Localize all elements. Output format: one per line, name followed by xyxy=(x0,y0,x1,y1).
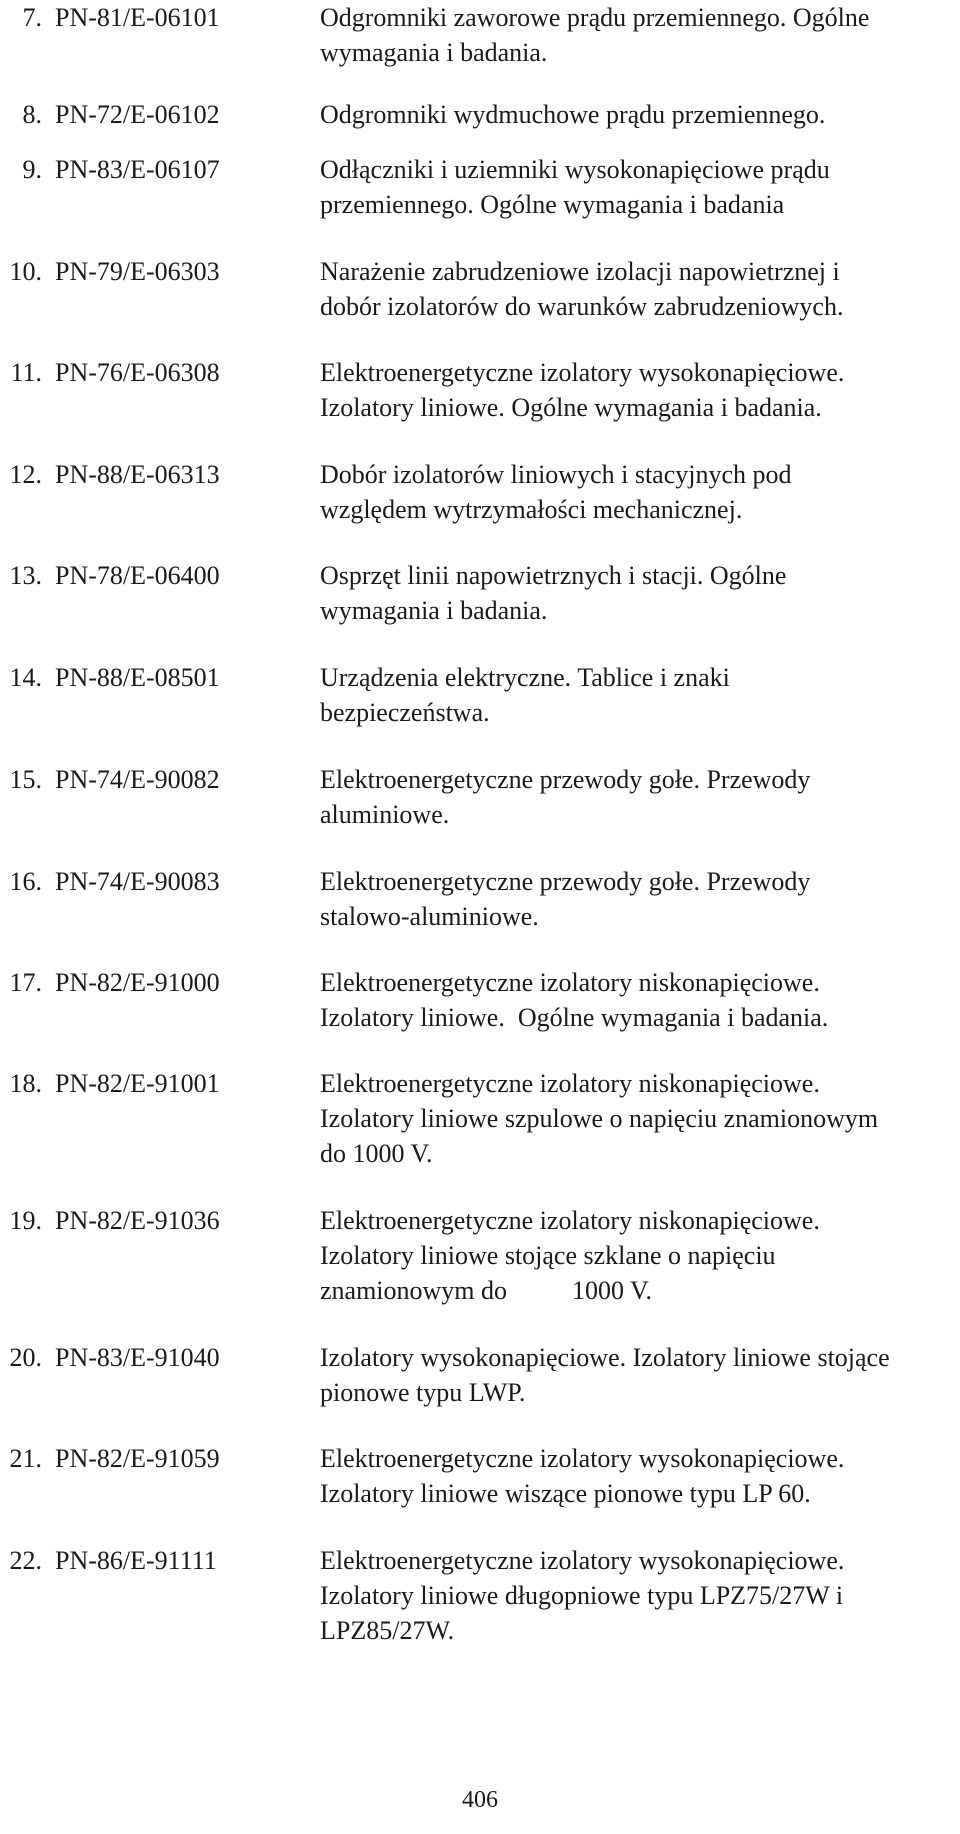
description-line: Elektroenergetyczne przewody gołe. Przewody xyxy=(320,867,811,896)
standard-code: PN-74/E-90083 xyxy=(55,867,220,896)
standard-code: PN-82/E-91000 xyxy=(55,968,220,997)
description-line: Izolatory liniowe. Ogólne wymagania i badania. xyxy=(320,393,822,422)
standard-code: PN-76/E-06308 xyxy=(55,358,220,387)
description-line: aluminiowe. xyxy=(320,800,450,829)
description-line: Narażenie zabrudzeniowe izolacji napowietrznej i xyxy=(320,257,840,286)
standard-description xyxy=(320,457,950,527)
entry-number: 16. xyxy=(9,867,42,896)
description-line: względem wytrzymałości mechanicznej. xyxy=(320,495,743,524)
entry-number: 14. xyxy=(9,663,42,692)
description-line: stalowo-aluminiowe. xyxy=(320,902,539,931)
entry-number: 20. xyxy=(9,1343,42,1372)
description-line: Osprzęt linii napowietrznych i stacji. Ogólne xyxy=(320,561,787,590)
standard-description xyxy=(320,965,950,1035)
description-line: Izolatory wysokonapięciowe. Izolatory liniowe stojące xyxy=(320,1343,890,1372)
description-line: wymagania i badania. xyxy=(320,596,548,625)
standard-code: PN-72/E-06102 xyxy=(55,100,220,129)
description-line: Elektroenergetyczne izolatory niskonapięciowe. xyxy=(320,968,820,997)
standard-description xyxy=(320,152,950,222)
page-number: 406 xyxy=(462,1787,498,1813)
standard-code: PN-74/E-90082 xyxy=(55,765,220,794)
standard-description xyxy=(320,97,950,132)
description-line: Elektroenergetyczne izolatory wysokonapięciowe. xyxy=(320,1444,845,1473)
standard-description xyxy=(320,1340,950,1410)
description-line: Odłączniki i uziemniki wysokonapięciowe prądu xyxy=(320,155,830,184)
standard-code: PN-79/E-06303 xyxy=(55,257,220,286)
standard-description xyxy=(320,0,950,70)
description-line: Izolatory liniowe długopniowe typu LPZ75/27W i xyxy=(320,1581,844,1610)
standard-code: PN-88/E-06313 xyxy=(55,460,220,489)
description-line: Izolatory liniowe wiszące pionowe typu LP 60. xyxy=(320,1479,811,1508)
standard-description xyxy=(320,1066,950,1171)
description-line: do 1000 V. xyxy=(320,1139,433,1168)
entry-number: 11. xyxy=(10,358,42,387)
entry-number: 8. xyxy=(22,100,42,129)
description-line: Elektroenergetyczne izolatory wysokonapięciowe. xyxy=(320,1546,845,1575)
standard-code: PN-83/E-06107 xyxy=(55,155,220,184)
description-line: Elektroenergetyczne izolatory wysokonapięciowe. xyxy=(320,358,845,387)
standard-description xyxy=(320,864,950,934)
standard-code: PN-81/E-06101 xyxy=(55,3,220,32)
description-line: Elektroenergetyczne przewody gołe. Przewody xyxy=(320,765,811,794)
standard-code: PN-86/E-91111 xyxy=(55,1546,217,1575)
standard-description xyxy=(320,1203,950,1308)
description-line: Elektroenergetyczne izolatory niskonapięciowe. xyxy=(320,1206,820,1235)
description-line: LPZ85/27W. xyxy=(320,1616,455,1645)
entry-number: 21. xyxy=(9,1444,42,1473)
description-line: Odgromniki wydmuchowe prądu przemiennego. xyxy=(320,100,826,129)
standard-description xyxy=(320,355,950,425)
entry-number: 19. xyxy=(9,1206,42,1235)
standard-description xyxy=(320,1543,950,1648)
description-line: przemiennego. Ogólne wymagania i badania xyxy=(320,190,785,219)
description-line: bezpieczeństwa. xyxy=(320,698,490,727)
description-line: Izolatory liniowe. Ogólne wymagania i badania. xyxy=(320,1003,829,1032)
entry-number: 13. xyxy=(9,561,42,590)
description-line: dobór izolatorów do warunków zabrudzeniowych. xyxy=(320,292,844,321)
description-line: Urządzenia elektryczne. Tablice i znaki xyxy=(320,663,730,692)
entry-number: 22. xyxy=(9,1546,42,1575)
description-line: Izolatory liniowe szpulowe o napięciu znamionowym xyxy=(320,1104,879,1133)
description-line: Izolatory liniowe stojące szklane o napięciu xyxy=(320,1241,776,1270)
standard-code: PN-78/E-06400 xyxy=(55,561,220,590)
description-line: Odgromniki zaworowe prądu przemiennego. Ogólne xyxy=(320,3,870,32)
entry-number: 7. xyxy=(22,3,42,32)
description-line: Elektroenergetyczne izolatory niskonapięciowe. xyxy=(320,1069,820,1098)
entry-number: 18. xyxy=(9,1069,42,1098)
entry-number: 12. xyxy=(9,460,42,489)
standard-code: PN-88/E-08501 xyxy=(55,663,220,692)
standard-code: PN-82/E-91036 xyxy=(55,1206,220,1235)
entry-number: 17. xyxy=(9,968,42,997)
description-line: pionowe typu LWP. xyxy=(320,1378,526,1407)
entry-number: 10. xyxy=(9,257,42,286)
entry-number: 15. xyxy=(9,765,42,794)
description-line: Dobór izolatorów liniowych i stacyjnych pod xyxy=(320,460,792,489)
standard-description xyxy=(320,558,950,628)
standard-description xyxy=(320,762,950,832)
entry-number: 9. xyxy=(22,155,42,184)
standard-code: PN-83/E-91040 xyxy=(55,1343,220,1372)
standard-code: PN-82/E-91001 xyxy=(55,1069,220,1098)
standard-description xyxy=(320,660,950,730)
standard-description xyxy=(320,254,950,324)
standard-description xyxy=(320,1441,950,1511)
standard-code: PN-82/E-91059 xyxy=(55,1444,220,1473)
description-line: wymagania i badania. xyxy=(320,38,548,67)
description-line: znamionowym do 1000 V. xyxy=(320,1276,652,1305)
